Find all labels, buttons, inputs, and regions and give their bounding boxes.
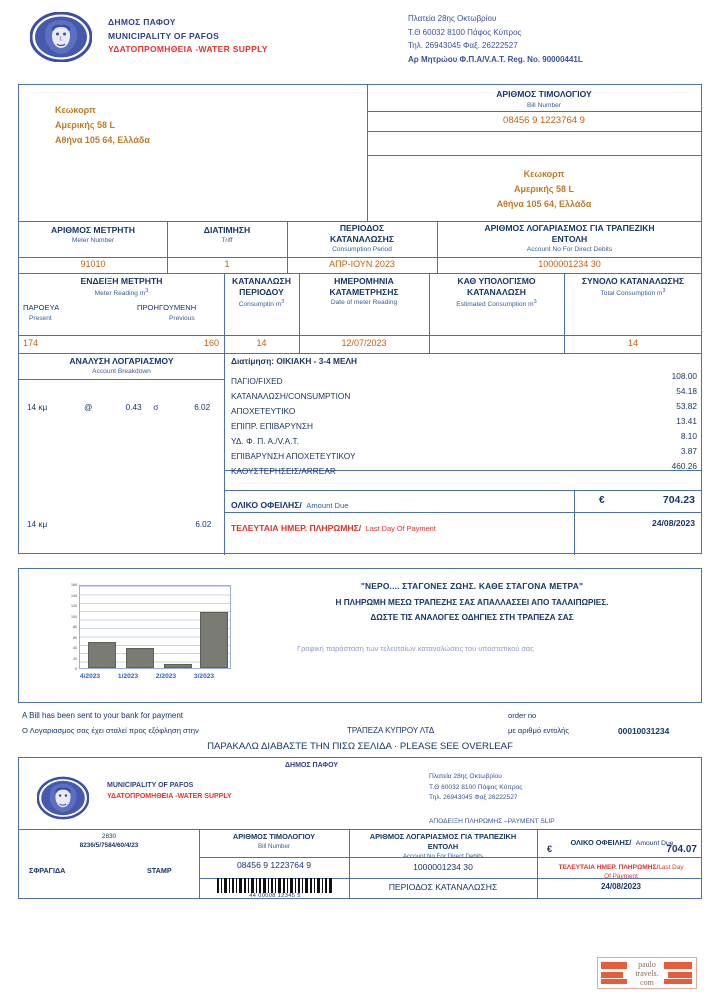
total-consumption-value: 14 [627,338,638,348]
charge-row [231,401,697,416]
charge-label: ΠΑΓΙΟ/FIXED [231,376,283,386]
charge-label: ΕΠΙΒΑΡΥΝΣΗ ΑΠΟΧΕΤΕΥΤΙΚΟΥ [231,451,356,461]
divider-v-stub-3 [537,829,538,899]
calc-amount: 6.02 [194,403,211,412]
footer-logo-line-2: travels. [635,969,659,978]
total-consumption-subtitle: Total Consumption $m^3$ [600,288,666,298]
chart-bar [88,642,116,668]
y-tick-label: 140 [71,593,77,598]
x-tick-label: 3/2023 [193,673,215,680]
divider-billno-value [367,131,702,132]
stub-last-day-sub-2: Of Payment [604,873,638,880]
organisation-names [96,10,268,72]
last-day-sublabel: Last Day Of Payment [365,524,436,533]
y-tick-label: 40 [73,646,77,650]
calc-qty: 14 κμ [27,403,48,412]
stub-address [429,772,522,804]
slogan-line-1: "ΝΕΡΟ.... ΣΤΑΓΟΝΕΣ ΖΩΗΣ. ΚΑΘΕ ΣΤΑΓΟΝΑ ΜΕΤΡΑ" [360,581,584,591]
bank-name: ΤΡΑΠΕΖΑ ΚΥΠΡΟΥ ΛΤΔ [347,726,435,735]
meter-reading-header [19,276,224,298]
present-label: ΠΑΡΟΕΥΑ [23,303,60,312]
charge-row [231,461,697,476]
footer-logo-line-1: paulo [638,960,656,969]
calc-at: @ [84,403,93,412]
consumption-title: ΚΑΤΑΝΑΛΩΣΗ [232,276,291,286]
stub-account-title: ΑΡΙΘΜΟΣ ΛΟΓΑΡΙΑΣΜΟΣ ΓΙΑ ΤΡΑΠΕΖΙΚΗ [369,832,517,841]
period-value: ΑΠΡ-ΙΟΥΝ 2023 [329,259,395,269]
amount-due-label: ΟΛΙΚΟ ΟΦΕΙΛΗΣ/ Amount Due [231,500,349,510]
divider-reading-header [19,335,702,336]
y-tick-label: 120 [71,604,77,608]
customer-city: Αθήνα 105 64, Ελλάδα [55,135,150,145]
footer-logo-line-3: com [640,978,654,987]
charge-row [231,416,697,431]
stub-ref-code-1: 2830 [101,833,117,840]
stub-org-names [107,780,232,802]
header-address [408,12,583,66]
stub-org-gr: ΔΗΜΟΣ ΠΑΦΟΥ [285,762,339,769]
customer-address-copy [386,167,702,212]
charge-label: ΑΠΟΧΕΤΕΥΤΙΚΟ [231,406,296,416]
account-subtitle: Account No For Direct Debits [526,246,613,253]
y-tick-label: 0 [75,667,77,671]
x-tick-label: 2/2023 [155,673,177,680]
reading-date-value: 12/07/2023 [341,338,387,348]
customer-name: Κεωκορπ [55,105,96,115]
chart-bar [164,664,192,668]
stub-due-title: ΟΛΙΚΟ ΟΦΕΙΛΗΣ/ [570,838,632,847]
stub-due-amount: 704.07 [666,844,697,855]
order-no-label-gr: με αριθμό εντολής [508,726,570,735]
footer-logo [597,957,697,989]
stub-address-line-2: Τ.Θ 60032 8100 Πάφος Κύπρος [429,783,523,791]
divider-meter-header [19,257,702,258]
charge-row [231,386,697,401]
meter-reading-subtitle: Meter Reading $m^3$ [94,288,149,298]
account-value: 1000001234 30 [538,259,601,269]
stub-slip-label: ΑΠΟΔΕΙΞΗ ΠΛΗΡΩΜΗΣ –PAYMENT SLIP [429,818,555,825]
x-tick-label: 4/2023 [79,673,101,680]
reading-date-header [299,276,429,307]
municipality-logo [30,10,96,72]
estimated-header [429,276,564,309]
order-no-label-en: order no [508,711,537,720]
barcode-icon [215,878,335,893]
divider-billno-title [367,111,702,112]
charge-label: ΚΑΤΑΝΑΛΩΣΗ/CONSUMPTION [231,391,351,401]
charge-row [231,371,697,386]
breakdown-header [19,356,224,376]
stub-stamp-label-en: STAMP [147,866,172,875]
stub-last-day-value: 24/08/2023 [600,882,642,891]
header-address-line-2: Τ.Θ 60032 8100 Πάφος Κύπρος [408,27,522,37]
charge-amount: 108.00 [671,371,697,381]
stub-bill-subtitle: Bill Number [258,843,290,850]
stub-period-label: ΠΕΡΙΟΔΟΣ ΚΑΤΑΝΑΛΩΣΗΣ [388,882,498,892]
meter-number-title: ΑΡΙΘΜΟΣ ΜΕΤΡΗΤΗ [51,225,135,235]
charge-amount: 53.82 [676,401,697,411]
consumption-header [224,276,299,309]
last-day-value: 24/08/2023 [651,518,695,528]
period-header [287,223,437,254]
chart-bar [200,612,228,668]
bill-number-title: ΑΡΙΘΜΟΣ ΤΙΜΟΛΟΓΙΟΥ [496,89,592,99]
consumption-subtitle: Consumptin $m^3$ [238,299,285,309]
y-tick-label: 100 [71,614,77,619]
org-name-gr: ΔΗΜΟΣ ΠΑΦΟΥ [108,17,176,27]
calc-line [27,403,219,412]
charge-amount: 460.26 [671,461,697,471]
meter-number-value: 91010 [80,259,106,269]
stub-logo [37,776,89,825]
currency-symbol: € [599,495,605,506]
charge-label: ΥΔ. Φ. Π. Α./V.A.T. [231,436,299,446]
overleaf-notice: ΠΑΡΑΚΑΛΩ ΔΙΑΒΑΣΤΕ ΤΗΝ ΠΙΣΩ ΣΕΛΙΔΑ · PLEASE SEE OVERLEAF [207,741,513,752]
stub-bill-value: 08456 9 1223764 9 [236,860,312,870]
breakdown-title: ΑΝΑΛΥΣΗ ΛΟΓΑΡΙΑΣΜΟΥ [69,356,174,366]
charge-row [231,446,697,461]
header-address-line-3: Τηλ. 26943045 Φαξ. 26222527 [408,41,518,50]
stub-address-line-3: Τηλ. 26943045 Φαξ 26222527 [429,794,518,801]
amount-due-sublabel: Amount Due [306,501,349,510]
present-sublabel: Present [29,315,52,322]
bank-line-en: A Bill has been sent to your bank for payment [22,711,183,720]
bank-line-gr: Ο Λογαριασμος σας έχει σταλεί προς εξόφληση στην [22,726,199,735]
charge-row [231,431,697,446]
charge-amount: 8.10 [680,431,697,441]
consumption-chart [41,581,241,691]
last-day-label: ΤΕΛΕΥΤΑΙΑ ΗΜΕΡ. ΠΛΗΡΩΜΗΣ/ Last Day Of Payment [231,523,436,533]
total-consumption-header [564,276,702,298]
chart-plot-area [79,585,231,669]
page-header [0,0,720,72]
tariff-header [167,225,287,245]
y-tick-label: 80 [73,625,77,629]
charge-amount: 13.41 [676,416,697,426]
aphrodite-emblem-icon [37,776,89,820]
charge-label: ΚΑΘΥΣΤΕΡΗΣΕΙΣ/ARREAR [231,466,336,476]
y-tick-label: 60 [73,635,77,640]
divider-reading-values [19,353,702,354]
tariff-title: ΔΙΑΤΙΜΗΣΗ [203,225,251,235]
slogan-line-3: ΔΩΣΤΕ ΤΙΣ ΑΝΑΛΟΓΕΣ ΟΔΗΓΙΕΣ ΣΤΗ ΤΡΑΠΕΖΑ ΣΑΣ [370,613,574,622]
period-title-2: ΚΑΤΑΝΑΛΩΣΗΣ [329,234,395,244]
account-title-2: ΕΝΤΟΛΗ [551,234,588,244]
stub-account-title-2: ΕΝΤΟΛΗ [427,842,459,851]
divider-billno-bottom [367,155,702,156]
meter-number-header [19,225,167,245]
stub-barcode-number: 44 00008 12345 5 [249,893,301,899]
chart-and-message-box [18,568,702,703]
tariff-description: Διατίμηση: ΟΙΚΙΑΚΗ - 3-4 ΜΕΛΗ [231,356,358,366]
divider-v-amount [574,490,575,555]
divider-address-bottom [19,221,702,222]
total-consumption-title: ΣΥΝΟΛΟ ΚΑΤΑΝΑΛΩΣΗΣ [581,276,685,286]
estimated-subtitle: Estimated Consumption $m^3$ [456,299,537,309]
meter-reading-title: ΕΝΔΕΙΞΗ ΜΕΤΡΗΤΗ [80,276,163,286]
chart-bar [126,648,154,668]
estimated-title-2: ΚΑΤΑΝΑΛΩΣΗ [467,287,526,297]
charge-amount: 54.18 [676,386,697,396]
x-tick-label: 1/2023 [117,673,139,680]
account-header [437,223,702,254]
calc-symbol: σ [153,403,159,412]
stub-org-en: MUNICIPALITY OF PAFOS [107,782,194,789]
bill-number-subtitle: Bill Number [526,102,562,109]
period-subtitle: Consumption Period [332,246,392,253]
customer-name-copy: Κεωκορπ [523,169,565,179]
stub-last-day-header [540,860,702,881]
breakdown-subtitle: Account Breakdown [92,368,151,375]
previous-value: 160 [203,338,219,348]
main-bill-box [18,84,702,554]
charge-label: ΕΠΙΠΡ. ΕΠΙΒΑΡΥΝΣΗ [231,421,313,431]
previous-label: ΠΡΟΗΓΟΥΜΕΝΗ [137,303,197,312]
stub-due-subtitle: Amount Due [635,840,674,847]
divider-vertical-top [367,85,368,221]
customer-street: Αμερικής 58 L [55,120,116,130]
consumption-value: 14 [256,338,267,348]
stub-ref-code-2: 8236/5/7584/60/4/23 [79,842,139,849]
period-title: ΠΕΡΙΟΔΟΣ [339,223,385,233]
divider-stub-top [19,829,702,830]
stub-last-day-label: ΤΕΛΕΥΤΑΙΑ ΗΜΕΡ. ΠΛΗΡΩΜΗΣ/ [558,864,659,871]
calc-rate: 0.43 [125,403,142,412]
tariff-subtitle: Triff [221,237,233,244]
stub-stamp-label-gr: ΣΦΡΑΓΙΔΑ [29,866,66,875]
slogan-line-2: Η ΠΛΗΡΩΜΗ ΜΕΣΩ ΤΡΑΠΕΖΗΣ ΣΑΣ ΑΠΑΛΛΑΣΣΕΙ ΑΠΟ ΤΑΛΑΙΠΩΡΙΕΣ. [335,598,609,607]
tariff-value: 1 [224,259,230,269]
header-vat-line: Αρ Μητρώου Φ.Π.Α/V.A.T. Reg. No. 90000441L [408,54,583,64]
divider-v-breakdown [224,353,225,555]
customer-street-copy: Αμερικής 58 L [513,184,575,194]
y-tick-label: 20 [73,656,77,661]
reading-date-title-2: ΚΑΤΑΜΕΤΡΗΣΗΣ [329,287,399,297]
estimated-title: ΚΑΘ ΥΠΟΛΟΓΙΣΜΟ [457,276,536,286]
stub-barcode [215,878,335,899]
chart-note: Γραφική παράσταση των τελευταίων καταναλώσεις του υποστατικού σας [297,644,534,653]
present-value: 174 [23,338,39,348]
reading-date-subtitle: Date of meter Reading [330,299,398,306]
account-title: ΑΡΙΘΜΟΣ ΛΟΓΑΡΙΑΣΜΟΣ ΓΙΑ ΤΡΑΠΕΖΙΚΗ [484,223,655,233]
stub-account-subtitle: Account No For Direct Debits [402,853,484,860]
stub-last-day-sub: Last Day [658,864,684,871]
divider-breakdown-title [19,379,224,380]
calc-qty-2: 14 κμ [27,520,48,529]
bill-number-value: 08456 9 1223764 9 [503,115,585,126]
meter-number-subtitle: Meter Number [71,237,115,244]
order-no-value: 00010031234 [618,726,670,736]
payment-stub [18,757,702,899]
stub-currency: € [547,844,553,854]
divider-meter-values [19,273,702,274]
slogan-block [249,581,695,622]
header-address-line-1: Πλατεία 28ης Οκτωβρίου [408,14,497,23]
charge-rows [231,371,697,476]
stub-address-line-1: Πλατεία 28ης Οκτωβρίου [429,773,502,780]
customer-address [55,103,150,148]
stub-bill-title: ΑΡΙΘΜΟΣ ΤΙΜΟΛΟΓΙΟΥ [232,832,316,841]
org-department: ΥΔΑΤΟΠΡΟΜΗΘΕΙΑ -WATER SUPPLY [108,44,268,54]
consumption-title-2: ΠΕΡΙΟΔΟΥ [239,287,284,297]
calc-amount-2: 6.02 [195,520,212,529]
aphrodite-emblem-icon [30,12,92,62]
org-name-en: MUNICIPALITY OF PAFOS [108,30,220,41]
reading-date-title: ΗΜΕΡΟΜΗΝΙΑ [334,276,394,286]
stub-account-value: 1000001234 30 [413,862,473,872]
previous-sublabel: Previous [169,315,195,322]
divider-above-due [224,490,702,491]
customer-city-copy: Αθήνα 105 64, Ελλάδα [496,199,592,209]
amount-due-value: 704.23 [662,494,695,506]
stub-org-department: ΥΔΑΤΟΠΡΟΜΗΘΕΙΑ -WATER SUPPLY [107,793,232,800]
charge-amount: 3.87 [680,446,697,456]
y-tick-label: 160 [71,583,77,587]
calc-line-2 [27,520,219,529]
